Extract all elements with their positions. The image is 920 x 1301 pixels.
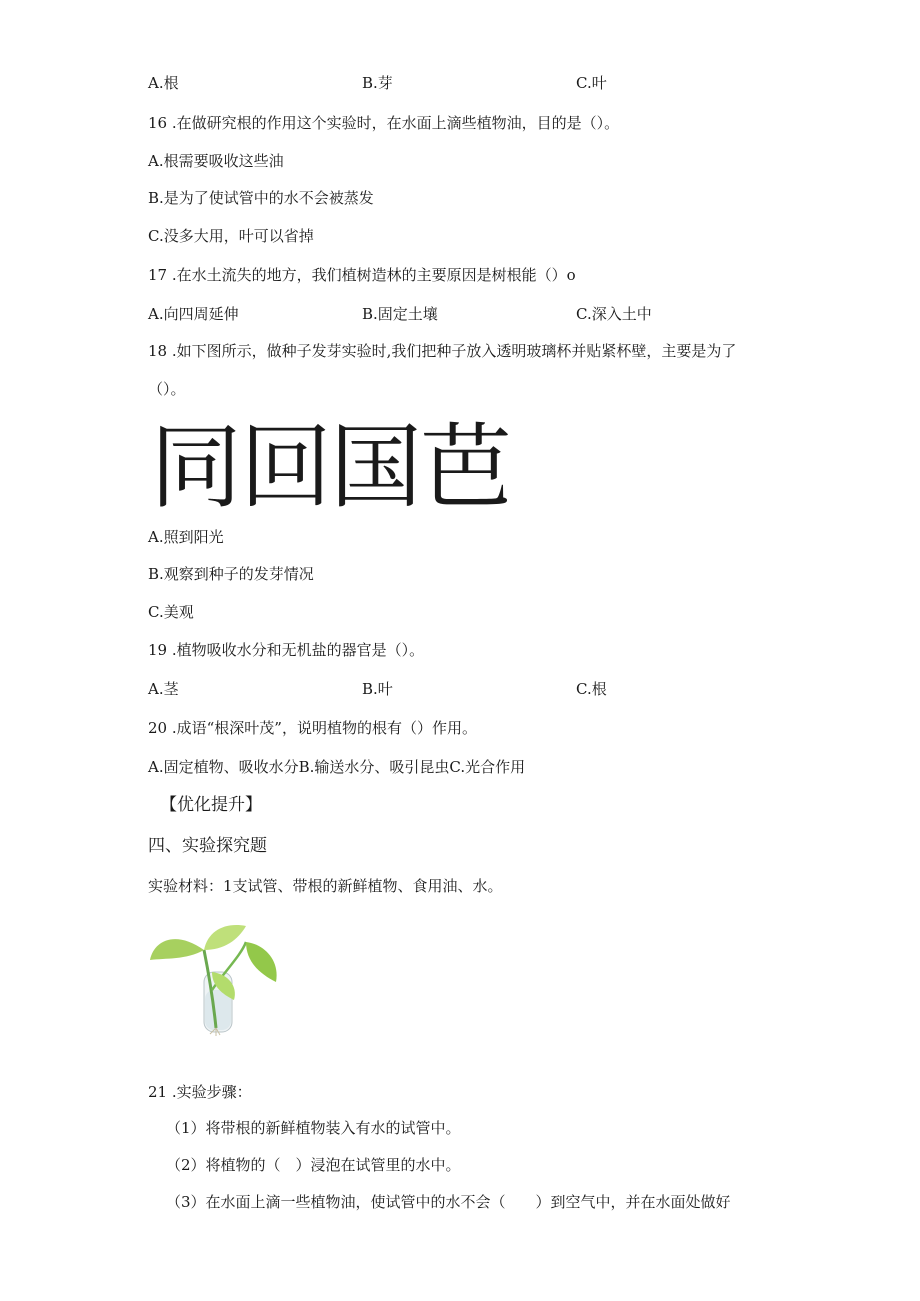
q16-option-a: A.根需要吸收这些油 <box>148 152 284 170</box>
q17-option-a: A.向四周延伸 <box>148 305 239 323</box>
q20-options: A.固定植物、吸收水分B.输送水分、吸引昆虫C.光合作用 <box>148 758 526 776</box>
q17-option-c: C.深入土中 <box>576 305 652 323</box>
section-four-heading: 四、实验探究题 <box>148 836 267 856</box>
q18-option-b: B.观察到种子的发芽情况 <box>148 565 314 583</box>
q19-option-a: A.茎 <box>148 680 179 698</box>
q19-option-c: C.根 <box>576 680 607 698</box>
q16-stem: 16 .在做研究根的作用这个实验时，在水面上滴些植物油，目的是（）。 <box>148 114 620 132</box>
q16-option-b: B.是为了使试管中的水不会被蒸发 <box>148 189 374 207</box>
q15-option-a: A.根 <box>148 74 179 92</box>
q21-stem: 21 .实验步骤： <box>148 1083 252 1101</box>
q21-step-2: （2）将植物的（ ）浸泡在试管里的水中。 <box>166 1156 461 1174</box>
q18-figure-glyphs: 同回国芭 <box>150 414 511 521</box>
q17-option-b: B.固定土壤 <box>362 305 438 323</box>
q18-stem-line2: （）。 <box>148 380 186 398</box>
q21-step-1: （1）将带根的新鲜植物装入有水的试管中。 <box>166 1119 461 1137</box>
leaf-right <box>246 942 277 982</box>
q21-step-3: （3）在水面上滴一些植物油，使试管中的水不会（ ）到空气中，并在水面处做好 <box>166 1193 731 1211</box>
q18-option-c: C.美观 <box>148 603 194 621</box>
q16-option-c: C.没多大用，叶可以省掉 <box>148 227 314 245</box>
plant-test-tube-figure <box>146 920 284 1038</box>
leaf-top <box>204 925 246 950</box>
materials-text: 实验材料：1支试管、带根的新鲜植物、食用油、水。 <box>148 877 503 895</box>
q17-stem: 17 .在水土流失的地方，我们植树造林的主要原因是树根能（）o <box>148 266 576 284</box>
leaf-left <box>150 939 204 960</box>
q18-stem-line1: 18 .如下图所示，做种子发芽实验时,我们把种子放入透明玻璃杯并贴紧杯壁，主要是为了 <box>148 342 737 360</box>
q18-option-a: A.照到阳光 <box>148 528 224 546</box>
q15-option-b: B.芽 <box>362 74 393 92</box>
q19-option-b: B.叶 <box>362 680 393 698</box>
section-optimize-heading: 【优化提升】 <box>160 795 262 815</box>
q15-option-c: C.叶 <box>576 74 607 92</box>
q20-stem: 20 .成语“根深叶茂”，说明植物的根有（）作用。 <box>148 719 477 737</box>
q19-stem: 19 .植物吸收水分和无机盐的器官是（）。 <box>148 641 425 659</box>
